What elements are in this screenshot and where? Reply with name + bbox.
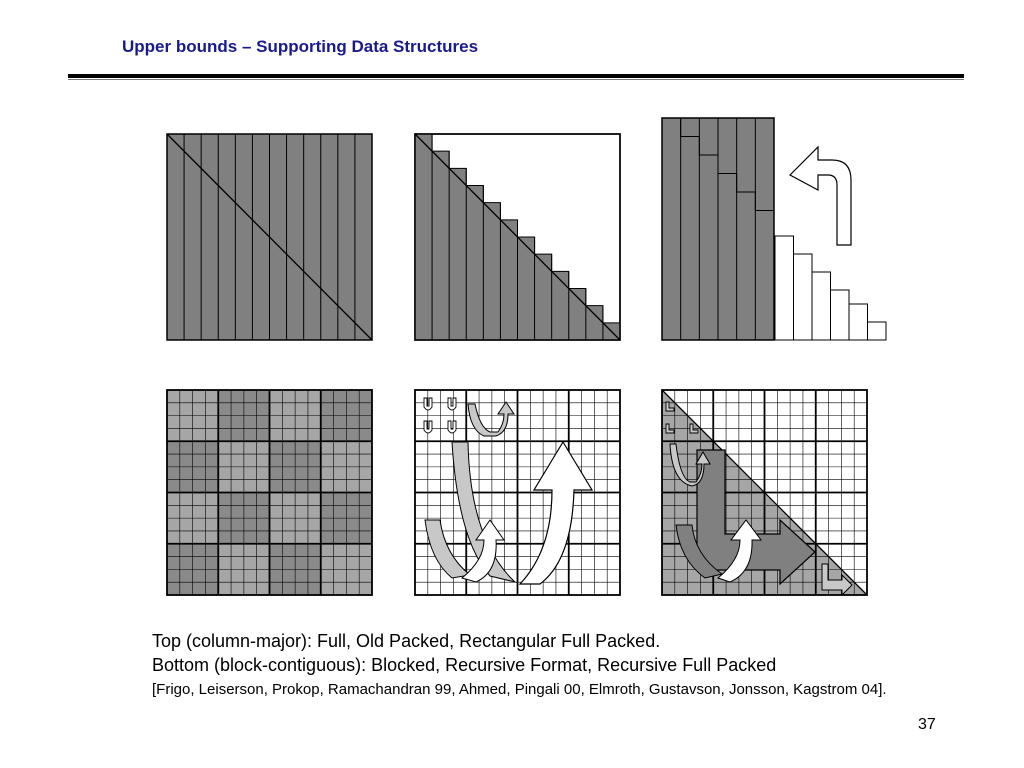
figure-old-packed [415, 134, 620, 340]
moved-triangle-column [849, 304, 868, 340]
curved-back-arrow [790, 147, 851, 245]
slide-title: Upper bounds – Supporting Data Structures [122, 37, 479, 56]
white-big-arrow [520, 442, 592, 584]
figure-recursive-format [415, 390, 620, 595]
moved-triangle-column [775, 236, 794, 340]
figure-rectangular-full-packed [662, 118, 886, 340]
caption-reference: [Frigo, Leiserson, Prokop, Ramachandran 99, Ahmed, Pingali 00, Elmroth, Gustavson, Jonsson, Kagstrom 04]. [152, 681, 887, 698]
caption-top-line: Top (column-major): Full, Old Packed, Rectangular Full Packed. [152, 631, 661, 651]
caption [152, 629, 1012, 702]
figure-blocked [167, 390, 372, 595]
tiny-u-arrow [448, 421, 456, 433]
figure-recursive-full-packed [662, 390, 867, 595]
caption-bottom-line: Bottom (block-contiguous): Blocked, Recursive Format, Recursive Full Packed [152, 655, 777, 675]
moved-triangle-column [868, 322, 887, 340]
tiny-u-arrow [448, 398, 456, 410]
moved-triangle-column [812, 272, 831, 340]
small-hook-arrow [468, 402, 514, 436]
page-number: 37 [918, 716, 936, 733]
figure-full-column-major [167, 134, 372, 340]
moved-triangle-column [831, 290, 850, 340]
moved-triangle-column [794, 254, 813, 340]
